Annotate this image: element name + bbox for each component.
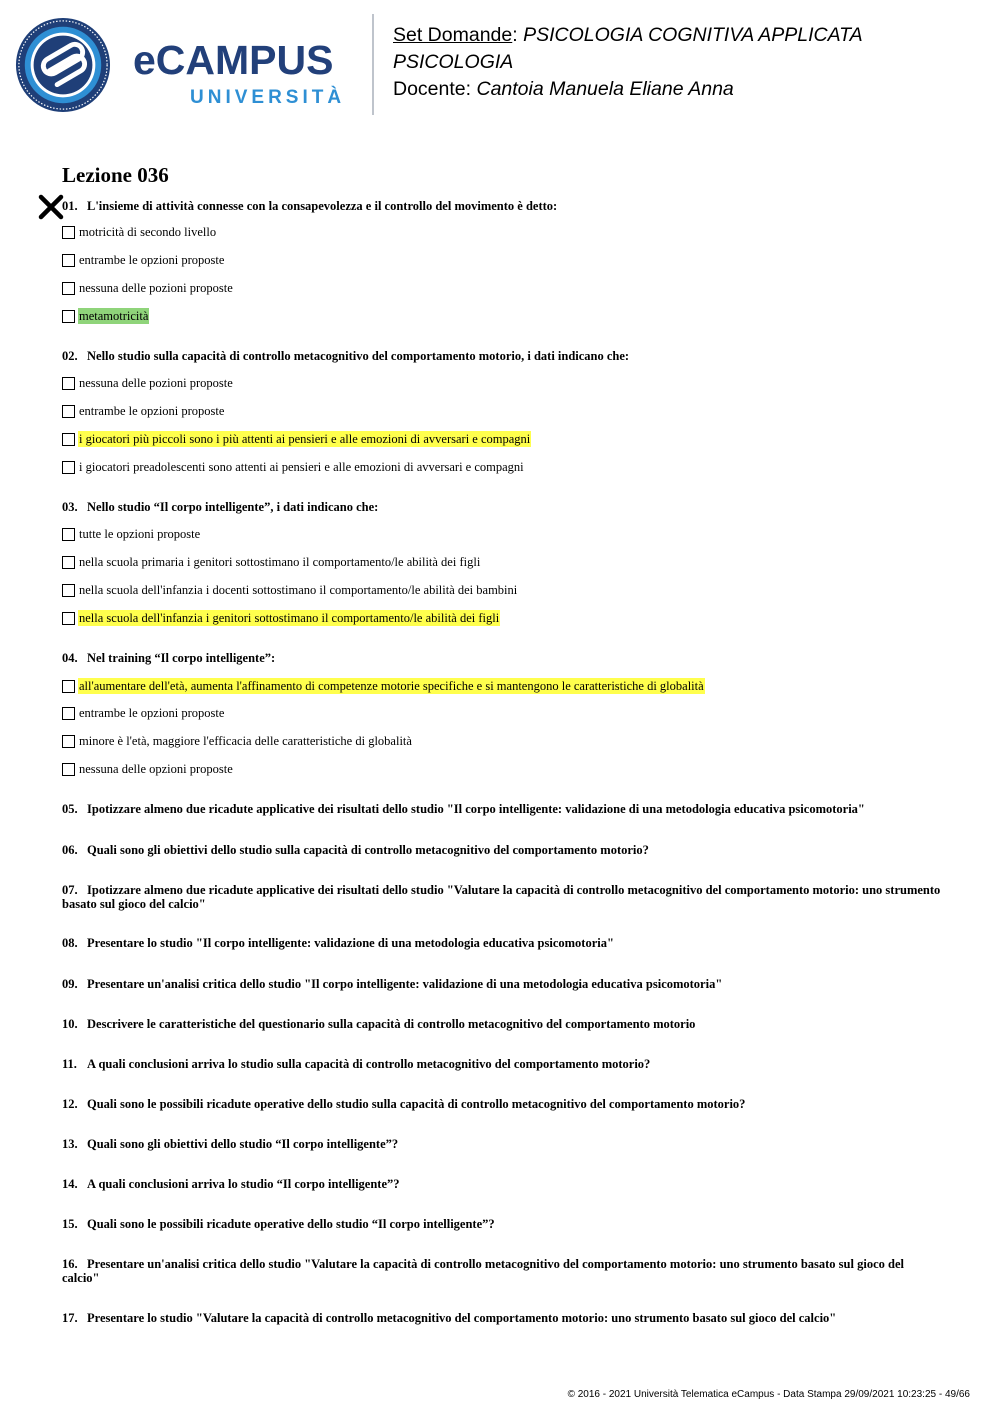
option-text: entrambe le opzioni proposte <box>79 253 225 267</box>
question-10 <box>62 1017 942 1031</box>
option-text: tutte le opzioni proposte <box>79 527 201 541</box>
header-program-line <box>393 49 983 76</box>
question-text: Quali sono le possibili ricadute operative dello studio “Il corpo intelligente”? <box>87 1217 495 1231</box>
answer-checkbox[interactable] <box>62 763 75 776</box>
option-text: nella scuola primaria i genitori sottostimano il comportamento/le abilità dei figli <box>79 555 481 569</box>
question-text: A quali conclusioni arriva lo studio “Il corpo intelligente”? <box>87 1177 400 1191</box>
question-text: Descrivere le caratteristiche del questionario sulla capacità di controllo metacognitivo del comportamento motorio <box>87 1017 696 1031</box>
answer-checkbox[interactable] <box>62 461 75 474</box>
question-08 <box>62 936 942 950</box>
header-divider <box>372 14 374 115</box>
question-number: 08. <box>62 936 78 950</box>
question-14 <box>62 1177 942 1191</box>
question-number: 02. <box>62 349 78 363</box>
question-number: 13. <box>62 1137 78 1151</box>
logo-subtitle: UNIVERSITÀ <box>190 87 346 108</box>
option-03-b[interactable] <box>62 553 481 571</box>
question-number: 10. <box>62 1017 78 1031</box>
teacher-label: Docente: <box>393 78 472 100</box>
lesson-title: Lezione 036 <box>62 163 169 187</box>
question-number: 07. <box>62 883 78 897</box>
question-text: Nel training “Il corpo intelligente”: <box>87 651 276 665</box>
question-text: Quali sono gli obiettivi dello studio “Il corpo intelligente”? <box>87 1137 399 1151</box>
option-text-highlighted: nella scuola dell'infanzia i genitori sottostimano il comportamento/le abilità dei figli <box>79 611 500 625</box>
question-09 <box>62 977 942 991</box>
question-text: Quali sono le possibili ricadute operative dello studio sulla capacità di controllo metacognitivo del comportamento motorio? <box>87 1097 746 1111</box>
question-number: 01. <box>62 199 78 213</box>
option-04-c[interactable] <box>62 732 413 750</box>
option-text-correct: metamotricità <box>79 309 149 323</box>
answer-checkbox[interactable] <box>62 556 75 569</box>
answer-checkbox[interactable] <box>62 254 75 267</box>
option-03-d[interactable] <box>62 609 500 627</box>
logo-brand-text: eCAMPUS <box>133 37 334 83</box>
question-text: Ipotizzare almeno due ricadute applicative dei risultati dello studio "Valutare la capacità di controllo metacognitivo del comportamento motorio: uno strumento basato sul gioco del calcio" <box>62 883 941 911</box>
answer-checkbox[interactable] <box>62 612 75 625</box>
question-text: Presentare un'analisi critica dello studio "Valutare la capacità di controllo metacognitivo del comportamento motorio: uno strumento basato sul gioco del calcio" <box>62 1257 904 1285</box>
question-text: Presentare lo studio "Il corpo intelligente: validazione di una metodologia educativa psicomotoria" <box>87 936 614 950</box>
question-number: 03. <box>62 500 78 514</box>
option-03-c[interactable] <box>62 581 518 599</box>
question-16 <box>62 1257 942 1285</box>
question-number: 09. <box>62 977 78 991</box>
option-04-d[interactable] <box>62 760 234 778</box>
question-07 <box>62 883 942 911</box>
answer-checkbox[interactable] <box>62 226 75 239</box>
answer-checkbox[interactable] <box>62 433 75 446</box>
question-number: 15. <box>62 1217 78 1231</box>
option-04-b[interactable] <box>62 704 225 722</box>
page-footer: © 2016 - 2021 Università Telematica eCampus - Data Stampa 29/09/2021 10:23:25 - 49/66 <box>567 1389 970 1400</box>
question-text: Presentare lo studio "Valutare la capacità di controllo metacognitivo del comportamento motorio: uno strumento basato sul gioco del calcio" <box>87 1311 837 1325</box>
option-01-d[interactable] <box>62 307 149 325</box>
option-02-c[interactable] <box>62 430 531 448</box>
question-05 <box>62 802 942 816</box>
question-03 <box>62 500 942 514</box>
question-number: 12. <box>62 1097 78 1111</box>
question-text: Nello studio sulla capacità di controllo metacognitivo del comportamento motorio, i dati indicano che: <box>87 349 630 363</box>
set-separator: : <box>512 24 518 46</box>
course-title: PSICOLOGIA COGNITIVA APPLICATA <box>523 24 863 46</box>
answer-checkbox[interactable] <box>62 584 75 597</box>
option-text: nella scuola dell'infanzia i docenti sottostimano il comportamento/le abilità dei bambini <box>79 583 518 597</box>
answer-checkbox[interactable] <box>62 707 75 720</box>
option-text: nessuna delle pozioni proposte <box>79 376 233 390</box>
question-number: 05. <box>62 802 78 816</box>
header-teacher-line <box>393 76 983 103</box>
option-04-a[interactable] <box>62 677 705 695</box>
question-text: A quali conclusioni arriva lo studio sulla capacità di controllo metacognitivo del comportamento motorio? <box>87 1057 651 1071</box>
option-text: motricità di secondo livello <box>79 225 217 239</box>
answer-checkbox[interactable] <box>62 377 75 390</box>
teacher-name: Cantoia Manuela Eliane Anna <box>476 78 734 100</box>
answer-checkbox[interactable] <box>62 282 75 295</box>
question-02 <box>62 349 942 363</box>
question-11 <box>62 1057 942 1071</box>
option-02-b[interactable] <box>62 402 225 420</box>
answer-checkbox[interactable] <box>62 680 75 693</box>
program-name: PSICOLOGIA <box>393 51 514 73</box>
question-number: 04. <box>62 651 78 665</box>
option-01-b[interactable] <box>62 251 225 269</box>
option-text-highlighted: i giocatori più piccoli sono i più attenti ai pensieri e alle emozioni di avversari e compagni <box>79 432 531 446</box>
option-03-a[interactable] <box>62 525 201 543</box>
question-number: 11. <box>62 1057 77 1071</box>
option-text: nessuna delle opzioni proposte <box>79 762 233 776</box>
question-text: Ipotizzare almeno due ricadute applicative dei risultati dello studio "Il corpo intelligente: validazione di una metodologia educativa psicomotoria" <box>87 802 865 816</box>
question-12 <box>62 1097 942 1111</box>
question-number: 16. <box>62 1257 78 1271</box>
question-01 <box>62 199 942 213</box>
wrong-answer-x-icon <box>38 194 64 220</box>
option-text: entrambe le opzioni proposte <box>79 706 225 720</box>
option-02-a[interactable] <box>62 374 234 392</box>
question-06 <box>62 843 942 857</box>
question-04 <box>62 651 942 665</box>
answer-checkbox[interactable] <box>62 528 75 541</box>
option-text: entrambe le opzioni proposte <box>79 404 225 418</box>
question-text: Quali sono gli obiettivi dello studio sulla capacità di controllo metacognitivo del comportamento motorio? <box>87 843 649 857</box>
option-text-highlighted: all'aumentare dell'età, aumenta l'affinamento di competenze motorie specifiche e si mantengono le caratteristiche di globalità <box>79 679 704 693</box>
question-17 <box>62 1311 942 1325</box>
ecampus-logo-wordmark <box>133 37 334 83</box>
option-text: i giocatori preadolescenti sono attenti ai pensieri e alle emozioni di avversari e compagni <box>79 460 524 474</box>
question-13 <box>62 1137 942 1151</box>
ecampus-logo-seal <box>14 16 112 114</box>
option-text: nessuna delle pozioni proposte <box>79 281 233 295</box>
option-02-d[interactable] <box>62 458 525 476</box>
header-info <box>393 22 983 103</box>
question-text: Presentare un'analisi critica dello studio "Il corpo intelligente: validazione di una metodologia educativa psicomotoria" <box>87 977 723 991</box>
question-number: 17. <box>62 1311 78 1325</box>
answer-checkbox[interactable] <box>62 310 75 323</box>
answer-checkbox[interactable] <box>62 405 75 418</box>
answer-checkbox[interactable] <box>62 735 75 748</box>
option-text: minore è l'età, maggiore l'efficacia delle caratteristiche di globalità <box>79 734 412 748</box>
question-text: Nello studio “Il corpo intelligente”, i dati indicano che: <box>87 500 379 514</box>
question-number: 14. <box>62 1177 78 1191</box>
set-label: Set Domande <box>393 24 513 46</box>
header-course-line <box>393 22 983 49</box>
question-text: L'insieme di attività connesse con la consapevolezza e il controllo del movimento è detto: <box>87 199 558 213</box>
option-01-c[interactable] <box>62 279 234 297</box>
question-15 <box>62 1217 942 1231</box>
option-01-a[interactable] <box>62 223 217 241</box>
question-number: 06. <box>62 843 78 857</box>
